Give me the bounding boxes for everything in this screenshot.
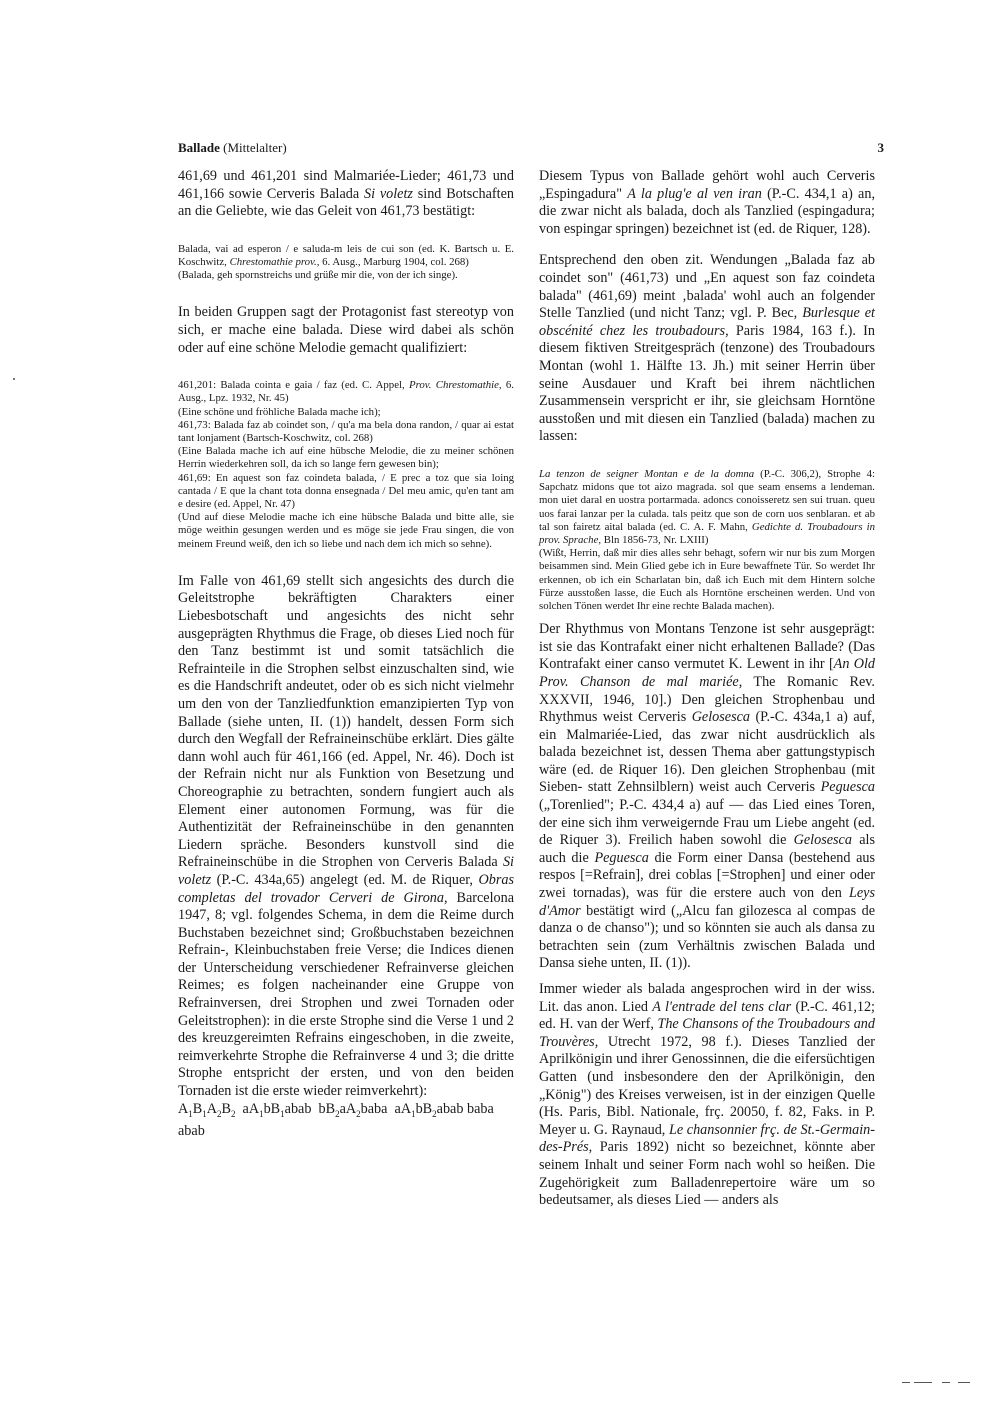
left-column [178, 168, 514, 1141]
paragraph: 461,69 und 461,201 sind Malmariée-Lieder; 461,73 und 461,166 sowie Cerveris Balada Si voletz sind Botschaften an die Geliebte, wie das Geleit von 461,73 bestätigt: [178, 168, 514, 220]
paragraph: Immer wieder als balada angesprochen wird in der wiss. Lit. das anon. Lied A l'entrade del tens clar (P.-C. 461,12; ed. H. van der Werf, The Chansons of the Troubadours and Trouvères, Utrecht 1972, 98 f.). Dieses Tanzlied der Aprilkönigin und ihrer Genossinnen, die die eifersüchtigen Gatten (und insbesondere den der Aprilkönigin, den „König") des Kreises verweisen, ist in der einzigen Quelle (Hs. Paris, Bibl. Nationale, frç. 20050, f. 82, Faks. in P. Meyer u. G. Raynaud, Le chansonnier frç. de St.-Germain-des-Prés, Paris 1892) nicht so bezeichnet, könnte aber seinem Inhalt und seiner Form nach wohl so heißen. Die Zugehörigkeit zum Balladenrepertoire wäre um so bedeutsamer, als dieses Lied — anders als [539, 981, 875, 1209]
paragraph: Diesem Typus von Ballade gehört wohl auch Cerveris „Espingadura" A la plug'e al ven iran (P.-C. 434,1 a) an, die zwar nicht als balada, doch als Tanzlied (espingadura; von espingar springen) bezeichnet ist (ed. de Riquer, 128). [539, 168, 875, 237]
page-number: 3 [877, 140, 884, 155]
quote-translation: (Balada, geh spornstreichs und grüße mir die, von der ich singe). [178, 269, 458, 282]
scheme-group: $aA_1bB_1abab$ [242, 1100, 312, 1119]
quote-line: 461,69: En aquest son faz coindeta balada, / E prec a toz que sia loing cantada / E que la chant tota donna ensegnada / Del meu amic, qu'en tant am e desire (ed. Appel, Nr. 47) [178, 471, 514, 510]
scan-marks [902, 1381, 972, 1385]
quote-translation: (Eine schöne und fröhliche Balada mache ich); [178, 405, 381, 418]
quote-line: Balada, vai ad esperon / e saluda-m leis de cui son (ed. K. Bartsch u. E. Koschwitz, Chrestomathie prov., 6. Ausg., Marburg 1904, col. 268) [178, 242, 514, 268]
quote-translation: (Und auf diese Melodie mache ich eine hübsche Balada und bitte alle, sie möge weithin gesungen werden und es möge sie jede Frau singen, die von meinem Freund weiß, den ich so liebe und nach dem ich mich so sehne). [178, 511, 514, 550]
quote-translation: (Wißt, Herrin, daß mir dies alles sehr behagt, sofern wir nur bis zum Morgen beisammen sind. Mein Glied gebe ich in Eure bewaffnete Tür. So werdet Ihr erkennen, ob ich ein Scharlatan bin, daß ich Euch mit dem Hintern solche Fürze ausstoßen lasse, die Euch als Horntöne erscheinen werden. Und von solchen Tönen werdet Ihr eine rechte Balada machen). [539, 547, 875, 612]
quote-line: La tenzon de seigner Montan e de la domna (P.-C. 306,2), Strophe 4: Sapchatz midons que tot aizo magrada. sol que seam ensems a lendeman. mon uiet daral en uostra portarmada. adoncs conoisseretz sen sui truan. queu uos farai lanzar per la culada. tals peitz que son de corn uos senblaran. et ab tal son fairetz aital balada (ed. C. A. F. Mahn, Gedichte d. Troubadours in prov. Sprache, Bln 1856-73, Nr. LXIII) [539, 467, 876, 546]
scheme-group: $bB_2aA_2baba$ [318, 1100, 388, 1119]
header-title: Ballade (Mittelalter) [178, 140, 287, 155]
paragraph: Der Rhythmus von Montans Tenzone ist sehr ausgeprägt: ist sie das Kontrafakt einer nicht erhaltenen Ballade? (Das Kontrafakt einer canso vermutet K. Lewent in ihr [An Old Prov. Chanson de mal mariée, The Romanic Rev. XXXVII, 1946, 10].) Den gleichen Strophenbau und Rhythmus weist Cerveris Gelosesca (P.-C. 434a,1 a) auf, ein Malmariée-Lied, das zwar nicht ausdrücklich als balada bezeichnet ist, dessen Thema aber gattungstypisch wäre (ed. de Riquer 16). Den gleichen Strophenbau (mit Sieben- statt Zehnsilblern) weist auch Cerveris Peguesca („Torenlied"; P.-C. 434,4 a) auf — das Lied eines Toren, der eine sich ihm verweigernde Frau um Liebe angeht (ed. de Riquer 3). Freilich haben sowohl die Gelosesca als auch die Peguesca die Form einer Dansa (bestehend aus respos [=Refrain], drei coblas [=Strophen] und einer oder zwei tornadas), was für die erstere auch von den Leys d'Amor bestätigt wird („Alcu fan gilozesca al compas de danza o de chanso"); und so könnten sie auch als dansa zu betrachten sein (zum Verhältnis zwischen Balada und Dansa siehe unten, II. (1)). [539, 621, 875, 972]
scheme-group: $A_1B_1A_2B_2$ [178, 1100, 236, 1119]
running-header [178, 140, 884, 160]
right-column [539, 168, 875, 1210]
rhyme-scheme [178, 1101, 514, 1141]
paragraph: Im Falle von 461,69 stellt sich angesichts des durch die Geleitstrophe bekräftigten Charakters einer Liebesbotschaft und angesichts des nicht sehr ausgeprägten Rhythmus die Frage, ob dieses Lied noch für den Tanz bestimmt ist und somit tatsächlich die Refrainteile in die Strophen selbst einzuschalten sind, wie es die Handschrift andeutet, oder ob es sich nicht vielmehr um den von der Tanzliedfunktion emanzipierten Typ von Ballade (siehe unten, II. (1)) handelt, dessen Form sich durch den Wegfall der Refraineinschübe erklärt. Dies gälte dann wohl auch für 461,166 (ed. Appel, Nr. 46). Doch ist der Refrain nicht nur als Funktion von Besetzung und Choreographie zu betrachten, sondern fungiert auch als Element einer autonomen Formung, was für die Authentizität der Refraineinschübe in den genannten Liedern spräche. Besonders kunstvoll sind die Refraineinschübe in die Strophen von Cerveris Balada Si voletz (P.-C. 434a,65) angelegt (ed. M. de Riquer, Obras completas del trovador Cerveri de Girona, Barcelona 1947, 8; vgl. folgendes Schema, in dem die Reime durch Buchstaben bezeichnet sind; Großbuchstaben bezeichnen Refrain-, Kleinbuchstaben freie Verse; die Indices dienen der Unterscheidung verschiedener Refrainverse gleichen Reimes; es folgen nacheinander eine Gruppe von Refrainversen, drei Strophen und zwei Tornaden oder Geleitstrophen): in die erste Strophe sind die Verse 1 und 2 des kreuzgereimten Refrains eingeschoben, in die zweite, reimverkehrte Strophe die Refrainverse 4 und 3; die dritte Strophe entspricht der ersten, und von den beiden Tornaden ist die erste wieder reimverkehrt): [178, 572, 514, 1100]
margin-mark [13, 378, 15, 380]
paragraph: In beiden Gruppen sagt der Protagonist fast stereotyp von sich, er mache eine balada. Diese wird dabei als schön oder auf eine schöne Melodie gemacht qualifiziert: [178, 304, 514, 356]
paragraph: Entsprechend den oben zit. Wendungen „Balada faz ab coindet son" (461,73) und „En aquest son faz coindeta balada" (461,69) meint ‚balada' wohl auch an folgender Stelle Tanzlied (und nicht Tanz; vgl. P. Bec, Burlesque et obscénité chez les troubadours, Paris 1984, 163 f.). In diesem fiktiven Streitgespräch (tenzone) des Troubadours Montan (wohl 1. Hälfte 13. Jh.) mit seiner Herrin über seine Ausdauer und Kraft bei ihrem nächtlichen Zusammensein verspricht er ihr, sie gleichsam Horntöne ausstoßen und mit diesen ein Tanzlied (balada) machen zu lassen: [539, 252, 875, 445]
scheme-tail: baba abab [178, 1100, 494, 1140]
scheme-group: $aA_1bB_2abab$ [394, 1100, 464, 1119]
quote-line: 461,201: Balada cointa e gaia / faz (ed. C. Appel, Prov. Chrestomathie, 6. Ausg., Lpz. 1932, Nr. 45) [178, 379, 514, 405]
quote-line: 461,73: Balada faz ab coindet son, / qu'a ma bela dona randon, / quar ai estat tant lonjament (Bartsch-Koschwitz, col. 268) [178, 418, 514, 444]
quote-translation: (Eine Balada mache ich auf eine hübsche Melodie, die zu meiner schönen Herrin wiederkehren soll, da ich so lange fern gewesen bin); [178, 445, 514, 471]
